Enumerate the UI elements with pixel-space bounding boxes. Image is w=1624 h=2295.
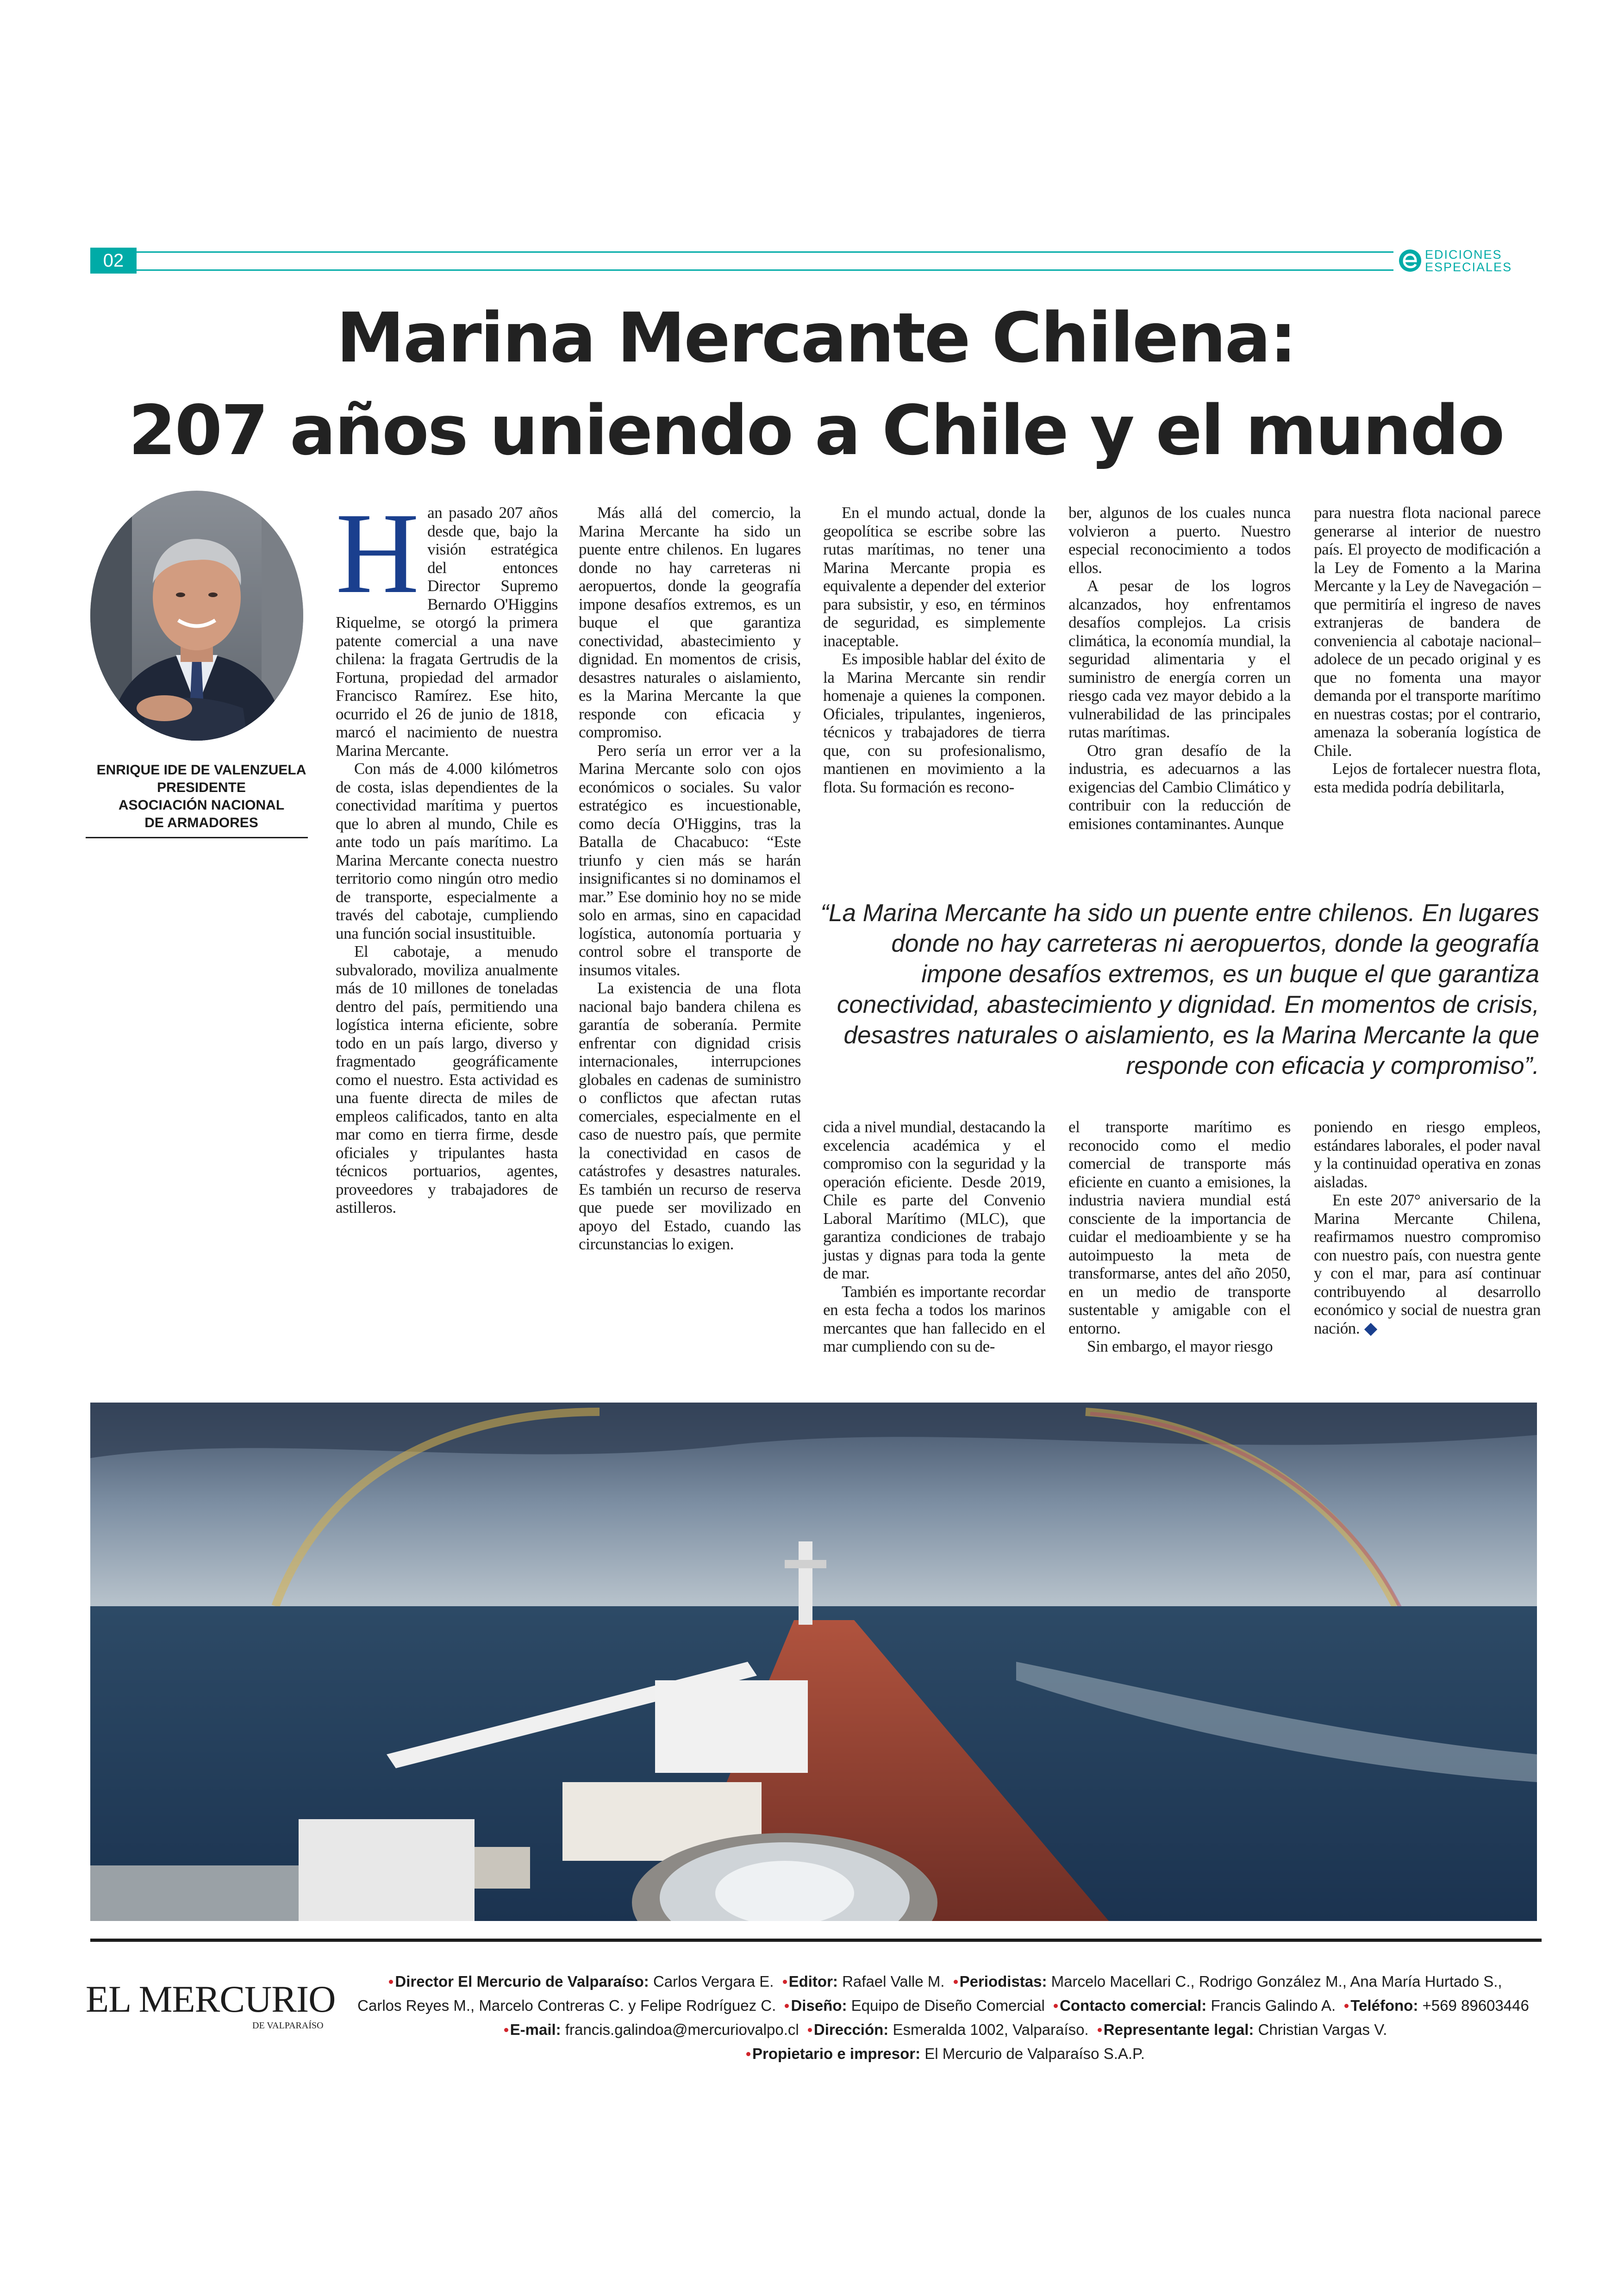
paragraph: para nuestra flota nacional parece generarse al interior de nuestro país. El proyecto de modificación a la Ley de Fomento a la Marina Mercante y la Ley de Navegación –que permitiría el ingreso de naves extranjeras de bandera de conveniencia al cabotaje nacional– adolece de un pecado original y es que no fomenta una mayor demanda por el transporte marítimo en nuestras costas; por el contrario, amenaza la soberanía logística de Chile. <box>1314 504 1541 760</box>
paragraph: ber, algunos de los cuales nunca volvieron a puerto. Nuestro especial reconocimiento a todos ellos. <box>1068 504 1291 577</box>
paragraph <box>336 489 558 760</box>
ship-photo-illustration <box>90 1403 1537 1921</box>
section-label-line1: EDICIONES <box>1425 248 1502 262</box>
paragraph: Es imposible hablar del éxito de la Marina Mercante sin rendir homenaje a quienes la componen. Oficiales, tripulantes, ingenieros, técnicos y trabajadores de tierra que, con su profesionalismo, mantienen en movimiento a la flota. Su formación es recono- <box>823 650 1045 796</box>
ship-rainbow-photo <box>90 1403 1537 1921</box>
bullet-icon <box>1344 2004 1349 2008</box>
article-column-3-continued <box>823 1118 1045 1356</box>
article-column-4 <box>1068 504 1291 833</box>
paragraph: el transporte marítimo es reconocido como el medio comercial de transporte más eficiente en cuanto a emisiones, la industria naviera mundial está consciente de la importancia de cuidar el medioambiente y se ha autoimpuesto la meta de transformarse, antes del año 2050, en un medio de transporte sustentable y amigable con el entorno. <box>1068 1118 1291 1337</box>
author-role-2: ASOCIACIÓN NACIONAL <box>118 798 285 813</box>
author-name: ENRIQUE IDE DE VALENZUELA <box>96 762 306 778</box>
credits-line-4: Propietario e impresor: El Mercurio de Valparaíso S.A.P. <box>343 2042 1544 2066</box>
bullet-icon <box>808 2028 812 2032</box>
paragraph: La existencia de una flota nacional bajo bandera chilena es garantía de soberanía. Permite enfrentar con dignidad crisis internacionales, interrupciones globales en cadenas de suministro o conflictos que afectan rutas comerciales, especialmente en el caso de nuestro país, que permite la conectividad en casos de catástrofes y desastres naturales. Es también un recurso de reserva que puede ser movilizado en apoyo del Estado, cuando las circunstancias lo exigen. <box>579 979 801 1253</box>
article-column-2 <box>579 504 801 1254</box>
article-column-3 <box>823 504 1045 796</box>
paragraph: cida a nivel mundial, destacando la excelencia académica y el compromiso con la seguridad y la operación eficiente. Desde 2019, Chile es parte del Convenio Laboral Marítimo (MLC), que garantiza condiciones de trabajo justas y dignas para toda la gente de mar. <box>823 1118 1045 1282</box>
credits-line-1: Director El Mercurio de Valparaíso: Carlos Vergara E. Editor: Rafael Valle M. Periodistas: Marcelo Macellari C., Rodrigo González M., Ana María Hurtado S., <box>343 1970 1544 1994</box>
article-column-1 <box>336 489 558 1217</box>
paragraph: El cabotaje, a menudo subvalorado, moviliza anualmente más de 10 millones de toneladas dentro del país, permitiendo una logística interna eficiente, sobre todo en un país largo, diverso y fragmentado geográficamente como el nuestro. Esta actividad es una fuente directa de miles de empleos calificados, tanto en alta mar como en tierra firme, desde oficiales y tripulantes hasta técnicos portuarios, agentes, proveedores y trabajadores de astilleros. <box>336 942 558 1216</box>
portrait-illustration <box>90 491 303 741</box>
paragraph: Sin embargo, el mayor riesgo <box>1087 1337 1273 1355</box>
bullet-icon <box>1054 2004 1058 2008</box>
author-role-3: DE ARMADORES <box>144 815 258 830</box>
paragraph: Otro gran desafío de la industria, es adecuarnos a las exigencias del Cambio Climático y contribuir con la reducción de emisiones contaminantes. Aunque <box>1068 741 1291 833</box>
bullet-icon <box>1098 2028 1102 2032</box>
author-portrait <box>90 491 303 741</box>
article-column-5 <box>1314 504 1541 796</box>
paragraph: A pesar de los logros alcanzados, hoy enfrentamos desafíos complejos. La crisis climática, la economía mundial, la seguridad alimentaria y el suministro de energía corren un riesgo cada vez mayor debido a la vulnerabilidad de las principales rutas marítimas. <box>1068 577 1291 741</box>
bullet-icon <box>746 2052 750 2056</box>
article-column-4-continued <box>1068 1118 1291 1356</box>
folio-rule-top <box>137 251 1393 253</box>
paragraph-text: an pasado 207 años desde que, bajo la visión estratégica del entonces Director Supremo Bernardo O'Higgins Riquelme, se otorgó la primera patente comercial a una nave chilena: la fragata Gertrudis de la Fortuna, propiedad del armador Francisco Ramírez. Ese hito, ocurrido el 26 de junio de 1818, marcó el nacimiento de nuestra Marina Mercante. <box>336 504 558 760</box>
newspaper-logo: EL MERCURIO <box>86 1978 336 2020</box>
footer-rule <box>90 1939 1542 1942</box>
headline-line1: Marina Mercante Chilena: <box>336 298 1296 378</box>
paragraph-text: En este 207° aniversario de la Marina Mercante Chilena, reafirmamos nuestro compromiso con nuestro país, con nuestra gente y con el mar, para así continuar contribuyendo al desarrollo económico y social de nuestra gran nación. <box>1314 1191 1541 1337</box>
paragraph: En el mundo actual, donde la geopolítica se escribe sobre las rutas marítimas, no tener una Marina Mercante propia es equivalente a depender del exterior para subsistir, y eso, en términos de seguridad, es simplemente inaceptable. <box>823 504 1045 650</box>
headline <box>90 292 1542 477</box>
newspaper-logo-sub: DE VALPARAÍSO <box>252 2021 324 2031</box>
article-column-5-continued <box>1314 1118 1541 1337</box>
end-of-article-icon <box>1364 1323 1377 1336</box>
paragraph <box>1314 1191 1541 1337</box>
ediciones-e-icon <box>1398 249 1422 273</box>
paragraph: Pero sería un error ver a la Marina Mercante solo con ojos económicos o sociales. Su valor estratégico es incuestionable, como decía O'Higgins, tras la Batalla de Chacabuco: “Este triunfo y cien más se harán insignificantes si no dominamos el mar.” Ese dominio hoy no se mide solo en armas, sino en capacidad logística, autonomía portuaria y control sobre el transporte de insumos vitales. <box>579 741 801 979</box>
bullet-icon <box>954 1980 958 1984</box>
paragraph: poniendo en riesgo empleos, estándares laborales, el poder naval y la continuidad operativa en zonas aisladas. <box>1314 1118 1541 1191</box>
bullet-icon <box>783 1980 787 1984</box>
paragraph: Con más de 4.000 kilómetros de costa, islas dependientes de la conectividad marítima y puertos que lo abren al mundo, Chile es ante todo un país marítimo. La Marina Mercante conecta nuestro territorio como ningún otro medio de transporte, especialmente a través del cabotaje, cumpliendo una función social insustituible. <box>336 760 558 942</box>
pull-quote: “La Marina Mercante ha sido un puente entre chilenos. En lugares donde no hay carreteras ni aeropuertos, donde la geografía impone desafíos extremos, es un buque el que garantiza conectividad, abastecimiento y dignidad. En momentos de crisis, desastres naturales o aislamiento, es la Marina Mercante la que responde con eficacia y compromiso”. <box>820 899 1539 1079</box>
bullet-icon <box>785 2004 789 2008</box>
bullet-icon <box>389 1980 393 1984</box>
credits-line-3: E-mail: francis.galindoa@mercuriovalpo.cl Dirección: Esmeralda 1002, Valparaíso. Representante legal: Christian Vargas V. <box>343 2018 1544 2042</box>
headline-line2: 207 años uniendo a Chile y el mundo <box>128 391 1504 470</box>
credits-line-2: Carlos Reyes M., Marcelo Contreras C. y Felipe Rodríguez C. Diseño: Equipo de Diseño Comercial Contacto comercial: Francis Galindo A. Teléfono: +569 89603446 <box>357 1997 1529 2014</box>
email-link[interactable]: francis.galindoa@mercuriovalpo.cl <box>565 2021 799 2038</box>
page-number: 02 <box>90 248 137 274</box>
section-logo <box>1398 248 1542 274</box>
paragraph: Lejos de fortalecer nuestra flota, esta medida podría debilitarla, <box>1314 760 1541 796</box>
paragraph: También es importante recordar en esta fecha a todos los marinos mercantes que han fallecido en el mar cumpliendo con su de- <box>823 1282 1045 1355</box>
author-byline <box>90 761 312 832</box>
folio-rule-bottom <box>137 269 1393 271</box>
author-role-1: PRESIDENTE <box>157 780 246 795</box>
section-label-line2: ESPECIALES <box>1425 260 1512 274</box>
folio-bar <box>90 248 1542 274</box>
byline-rule <box>86 837 308 838</box>
paragraph: Más allá del comercio, la Marina Mercante ha sido un puente entre chilenos. En lugares donde no hay carreteras ni aeropuertos, donde la geografía impone desafíos extremos, es un buque el que garantiza conectividad, abastecimiento y dignidad. En momentos de crisis, desastres naturales o aislamiento, es la Marina Mercante la que responde con eficacia y compromiso. <box>579 504 801 741</box>
dropcap: H <box>336 489 419 617</box>
credits-block <box>343 1970 1544 2066</box>
bullet-icon <box>504 2028 508 2032</box>
